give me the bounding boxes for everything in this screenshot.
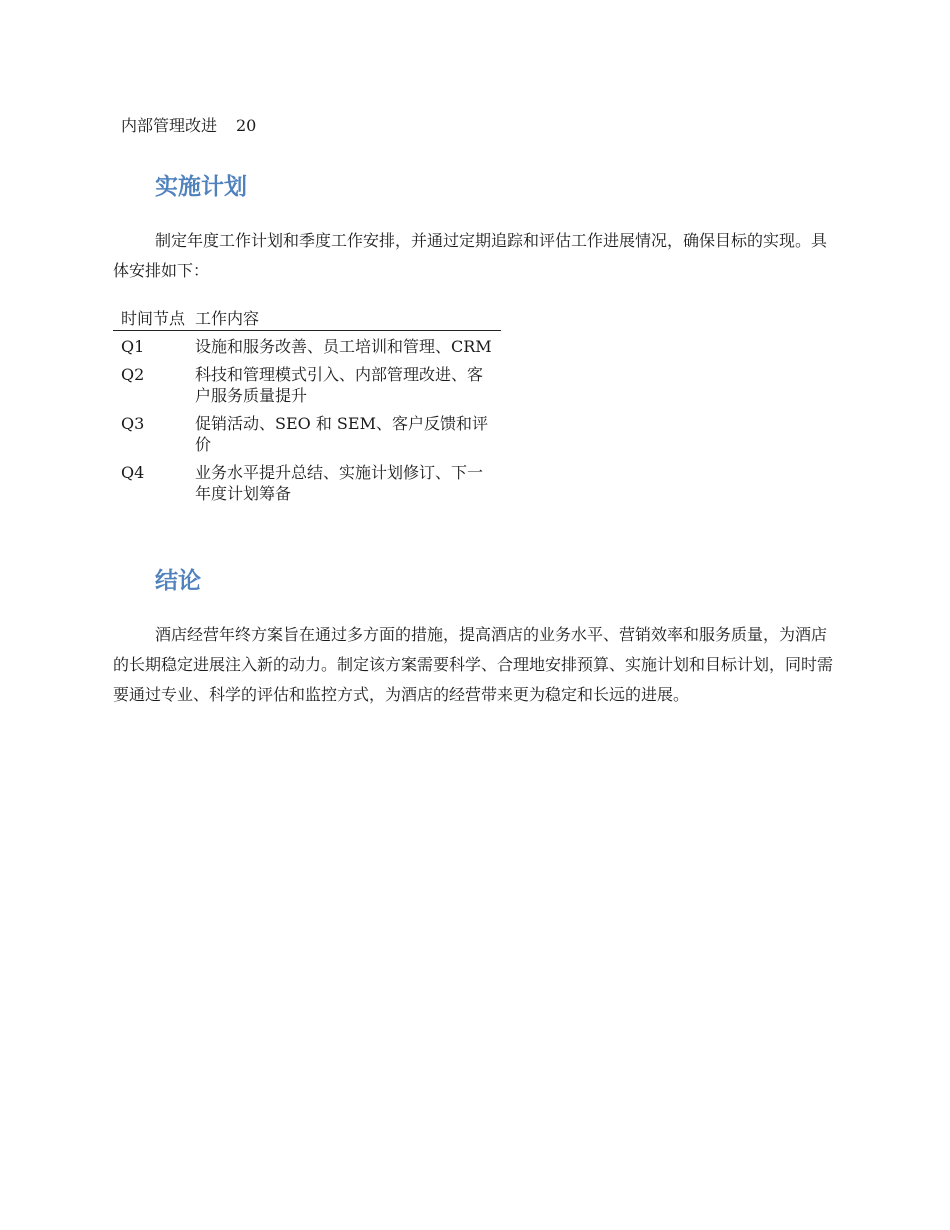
conclusion-heading: 结论 — [155, 568, 201, 594]
row-content: 科技和管理模式引入、内部管理改进、客户服务质量提升 — [195, 365, 484, 405]
row-quarter: Q4 — [121, 463, 145, 482]
table-row — [113, 331, 501, 361]
plan-heading: 实施计划 — [155, 174, 247, 200]
plan-intro-paragraph: 制定年度工作计划和季度工作安排，并通过定期追踪和评估工作进展情况，确保目标的实现。具体安排如下： — [113, 231, 828, 280]
previous-row-value: 20 — [236, 116, 257, 135]
row-content: 促销活动、SEO 和 SEM、客户反馈和评价 — [195, 414, 488, 454]
header-time: 时间节点 — [121, 309, 186, 328]
table-row — [113, 409, 501, 458]
conclusion-paragraph: 酒店经营年终方案旨在通过多方面的措施，提高酒店的业务水平、营销效率和服务质量，为酒店的长期稳定进展注入新的动力。制定该方案需要科学、合理地安排预算、实施计划和目标计划，同时需要通过专业、科学的评估和监控方式，为酒店的经营带来更为稳定和长远的进展。 — [113, 625, 834, 704]
row-content: 业务水平提升总结、实施计划修订、下一年度计划筹备 — [195, 463, 484, 503]
table-row — [113, 360, 501, 409]
row-content: 设施和服务改善、员工培训和管理、CRM — [195, 337, 492, 356]
plan-table — [113, 308, 501, 507]
row-quarter: Q1 — [121, 337, 145, 356]
previous-row-label: 内部管理改进 — [121, 116, 218, 135]
row-quarter: Q2 — [121, 365, 145, 384]
row-quarter: Q3 — [121, 414, 145, 433]
table-row — [113, 458, 501, 507]
header-content: 工作内容 — [195, 309, 260, 328]
plan-table-header-row — [113, 308, 501, 331]
